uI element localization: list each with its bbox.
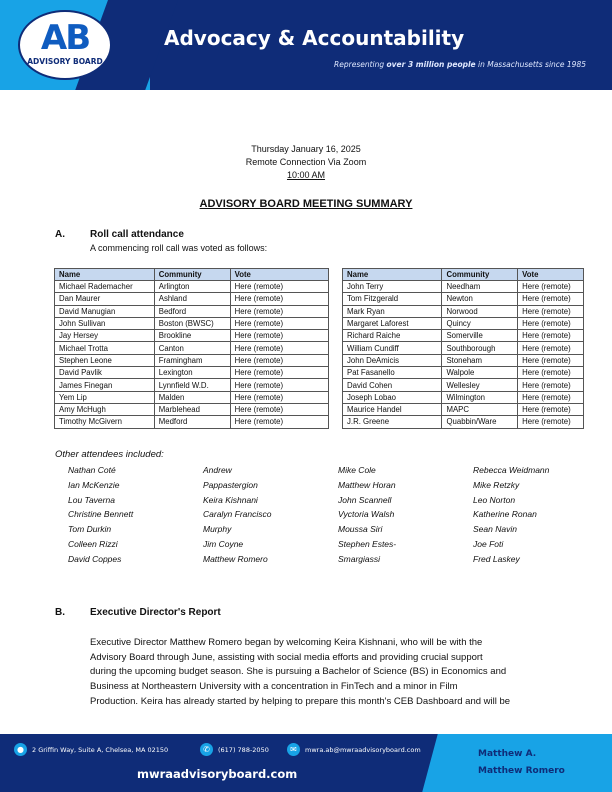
- attendee-community: Newton: [442, 293, 518, 305]
- attendee-vote: Here (remote): [230, 305, 328, 317]
- attendee-community: Arlington: [154, 281, 230, 293]
- table-row: [55, 379, 329, 391]
- letterhead-header: [0, 0, 612, 90]
- attendee-community: Framingham: [154, 354, 230, 366]
- logo-subtitle: ADVISORY BOARD: [27, 57, 103, 66]
- col-header-community: Community: [442, 269, 518, 281]
- attendee-community: Lexington: [154, 367, 230, 379]
- attendee-name: Mark Ryan: [343, 305, 442, 317]
- attendee-vote: Here (remote): [230, 317, 328, 329]
- table-row: [343, 317, 584, 329]
- attendee-vote: Here (remote): [518, 379, 584, 391]
- signature-line-1: Matthew A.: [478, 749, 537, 759]
- attendee-vote: Here (remote): [230, 391, 328, 403]
- table-row: [343, 403, 584, 415]
- paragraph-line: during the upcoming budget season. She is pursuing a Bachelor of Science (BS) in Economics and: [90, 666, 507, 678]
- attendee-vote: Here (remote): [518, 330, 584, 342]
- attendee-community: Brookline: [154, 330, 230, 342]
- attendee-name: Christine Bennett: [68, 509, 134, 520]
- attendee-name: Mike Cole: [338, 465, 376, 475]
- attendee-vote: Here (remote): [230, 403, 328, 415]
- attendee-name: Katherine Ronan: [473, 509, 537, 520]
- attendee-community: Boston (BWSC): [154, 317, 230, 329]
- attendee-name: Tom Durkin: [68, 524, 112, 535]
- attendee-community: Quincy: [442, 317, 518, 329]
- attendee-community: Norwood: [442, 305, 518, 317]
- attendee-name: Stephen Estes-: [338, 538, 397, 549]
- footer-email[interactable]: mwra.ab@mwraadvisoryboard.com: [305, 746, 421, 754]
- attendee-vote: Here (remote): [230, 367, 328, 379]
- attendee-name: Caralyn Francisco: [203, 509, 272, 520]
- email-icon: ✉: [287, 743, 300, 756]
- attendees-column-1: [68, 463, 133, 567]
- attendee-vote: Here (remote): [230, 330, 328, 342]
- attendee-community: Wilmington: [442, 391, 518, 403]
- footer-address: 2 Griffin Way, Suite A, Chelsea, MA 02150: [32, 746, 169, 754]
- table-row: [55, 354, 329, 366]
- attendee-name: Matthew Romero: [203, 553, 268, 564]
- attendee-name: Jim Coyne: [203, 538, 244, 549]
- table-row: [55, 293, 329, 305]
- attendee-name: Tom Fitzgerald: [343, 293, 442, 305]
- attendee-community: Bedford: [154, 305, 230, 317]
- attendee-name: J.R. Greene: [343, 416, 442, 428]
- col-header-name: Name: [55, 269, 155, 281]
- document-title: ADVISORY BOARD MEETING SUMMARY: [199, 198, 413, 210]
- paragraph-line: Advisory Board through June, assisting with social media efforts and providing crucial support: [90, 651, 483, 663]
- attendee-vote: Here (remote): [518, 317, 584, 329]
- attendee-name: Keira Kishnani: [203, 494, 258, 505]
- meeting-time: 10:00 AM: [286, 170, 326, 180]
- attendee-name: Stephen Leone: [55, 354, 155, 366]
- attendee-vote: Here (remote): [518, 281, 584, 293]
- attendee-community: Medford: [154, 416, 230, 428]
- attendee-name: Joseph Lobao: [343, 391, 442, 403]
- attendee-name: Amy McHugh: [55, 403, 155, 415]
- attendee-name: Timothy McGivern: [55, 416, 155, 428]
- table-row: [55, 416, 329, 428]
- table-row: [343, 391, 584, 403]
- attendee-name: William Cundiff: [343, 342, 442, 354]
- location-pin-icon: ●: [14, 743, 27, 756]
- col-header-vote: Vote: [230, 269, 328, 281]
- attendee-name: John Scannell: [338, 494, 392, 505]
- attendee-community: Canton: [154, 342, 230, 354]
- attendee-vote: Here (remote): [518, 416, 584, 428]
- attendee-name: Pappastergion: [203, 479, 258, 490]
- attendee-name: Joe Foti: [473, 538, 504, 549]
- attendee-name: Fred Laskey: [473, 553, 520, 564]
- attendee-name: Pat Fasanello: [343, 367, 442, 379]
- paragraph-line: Executive Director Matthew Romero began by welcoming Keira Kishnani, who will be with the: [90, 637, 483, 648]
- attendee-name: Nathan Coté: [68, 465, 116, 475]
- paragraph-line: Production. Keira has already started by helping to prepare this month's CEB Dashboard and will be: [90, 695, 511, 707]
- attendee-name: Rebecca Weidmann: [473, 465, 550, 475]
- attendee-vote: Here (remote): [230, 416, 328, 428]
- attendee-community: Malden: [154, 391, 230, 403]
- advisory-board-logo: [18, 10, 112, 80]
- attendee-name: Jay Hersey: [55, 330, 155, 342]
- attendee-vote: Here (remote): [230, 379, 328, 391]
- attendee-name: David Manugian: [55, 305, 155, 317]
- table-row: [343, 281, 584, 293]
- attendees-column-2: [203, 463, 272, 567]
- attendee-vote: Here (remote): [518, 305, 584, 317]
- table-row: [55, 317, 329, 329]
- header-tagline: Representing over 3 million people in Massachusetts since 1985: [334, 60, 586, 69]
- attendee-vote: Here (remote): [230, 354, 328, 366]
- section-b-letter: B.: [55, 607, 65, 618]
- table-row: [55, 403, 329, 415]
- attendee-vote: Here (remote): [518, 342, 584, 354]
- attendee-name: Ian McKenzie: [68, 479, 120, 490]
- attendee-name: John Terry: [343, 281, 442, 293]
- table-row: [343, 305, 584, 317]
- table-row: [55, 342, 329, 354]
- attendee-name: Smargiassi: [338, 553, 381, 564]
- attendee-community: MAPC: [442, 403, 518, 415]
- table-row: [343, 379, 584, 391]
- table-row: [343, 342, 584, 354]
- attendee-vote: Here (remote): [230, 281, 328, 293]
- table-row: [55, 281, 329, 293]
- col-header-vote: Vote: [518, 269, 584, 281]
- attendee-community: Wellesley: [442, 379, 518, 391]
- attendee-community: Needham: [442, 281, 518, 293]
- attendee-name: Michael Trotta: [55, 342, 155, 354]
- attendee-community: Stoneham: [442, 354, 518, 366]
- attendee-community: Quabbin/Ware: [442, 416, 518, 428]
- section-a-letter: A.: [55, 229, 65, 240]
- table-row: [343, 367, 584, 379]
- attendee-vote: Here (remote): [230, 342, 328, 354]
- executive-director-report-text: [90, 636, 560, 710]
- paragraph-line: Business at Northeastern University with a concentration in FinTech and a minor in Film: [90, 681, 458, 693]
- roll-call-table-right: [342, 268, 584, 429]
- table-row: [343, 293, 584, 305]
- attendee-name: Michael Rademacher: [55, 281, 155, 293]
- attendee-name: Dan Maurer: [55, 293, 155, 305]
- signature-line-2: Matthew Romero: [478, 766, 565, 776]
- footer-accent-band: [442, 734, 612, 792]
- attendee-community: Ashland: [154, 293, 230, 305]
- attendee-name: Matthew Horan: [338, 479, 396, 490]
- roll-call-table-left: [54, 268, 329, 429]
- attendee-name: Moussa Siri: [338, 524, 383, 535]
- attendee-name: John Sullivan: [55, 317, 155, 329]
- attendee-name: James Finegan: [55, 379, 155, 391]
- attendee-name: Murphy: [203, 524, 232, 535]
- attendees-column-3: [338, 463, 396, 567]
- attendee-vote: Here (remote): [518, 293, 584, 305]
- attendee-name: John DeAmicis: [343, 354, 442, 366]
- attendee-community: Marblehead: [154, 403, 230, 415]
- col-header-name: Name: [343, 269, 442, 281]
- attendee-name: Maurice Handel: [343, 403, 442, 415]
- attendee-name: David Pavlik: [55, 367, 155, 379]
- table-row: [343, 330, 584, 342]
- table-row: [55, 391, 329, 403]
- col-header-community: Community: [154, 269, 230, 281]
- attendee-vote: Here (remote): [518, 354, 584, 366]
- attendee-community: Walpole: [442, 367, 518, 379]
- other-attendees-label: Other attendees included:: [55, 449, 164, 460]
- attendee-vote: Here (remote): [518, 403, 584, 415]
- attendee-community: Lynnfield W.D.: [154, 379, 230, 391]
- attendee-name: David Coppes: [68, 553, 122, 564]
- attendee-vote: Here (remote): [518, 367, 584, 379]
- attendee-name: Yem Lip: [55, 391, 155, 403]
- attendee-name: Margaret Laforest: [343, 317, 442, 329]
- table-row: [55, 305, 329, 317]
- attendee-name: Mike Retzky: [473, 479, 520, 490]
- table-row: [55, 330, 329, 342]
- logo-letters: AB: [40, 18, 90, 58]
- attendee-community: Southborough: [442, 342, 518, 354]
- attendee-name: Andrew: [203, 465, 232, 475]
- attendee-name: Leo Norton: [473, 494, 516, 505]
- attendees-column-4: [473, 463, 549, 567]
- footer-website-link[interactable]: mwraadvisoryboard.com: [137, 767, 298, 781]
- table-row: [55, 367, 329, 379]
- meeting-location: Remote Connection Via Zoom: [245, 157, 367, 167]
- table-row: [343, 354, 584, 366]
- letterhead-footer: [0, 734, 612, 792]
- table-row: [343, 416, 584, 428]
- attendee-name: Sean Navin: [473, 524, 517, 535]
- attendee-name: David Cohen: [343, 379, 442, 391]
- phone-icon: ✆: [200, 743, 213, 756]
- attendee-community: Somerville: [442, 330, 518, 342]
- section-a-heading: Roll call attendance: [90, 229, 184, 240]
- attendee-name: Colleen Rizzi: [68, 538, 118, 549]
- attendee-name: Vyctoria Walsh: [338, 509, 395, 520]
- attendee-vote: Here (remote): [230, 293, 328, 305]
- header-title: Advocacy & Accountability: [164, 26, 465, 50]
- section-b-heading: Executive Director's Report: [90, 607, 221, 618]
- footer-phone: (617) 788-2050: [218, 746, 269, 754]
- attendee-name: Richard Raiche: [343, 330, 442, 342]
- meeting-date: Thursday January 16, 2025: [251, 144, 361, 154]
- attendee-name: Lou Taverna: [68, 494, 115, 505]
- roll-call-intro: A commencing roll call was voted as follows:: [90, 243, 268, 253]
- attendee-vote: Here (remote): [518, 391, 584, 403]
